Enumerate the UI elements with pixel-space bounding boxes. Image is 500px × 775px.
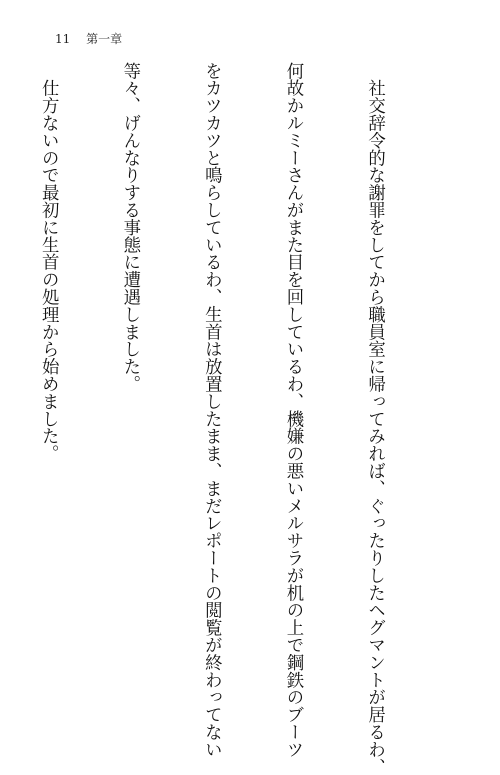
text-line: 何故かルミーさんがまた目を回しているわ、機嫌の悪いメルサラが机の上で鋼鉄のブーツ — [282, 62, 303, 758]
text-line: 仕方ないので最初に生首の処理から始めました。 — [38, 62, 59, 463]
text-line: をカツカツと鳴らしているわ、生首は放置したまま、まだレポートの閲覧が終わってない — [201, 62, 222, 758]
text-line: 等々、げんなりする事態に遭遇しました。 — [119, 62, 140, 393]
page-header — [55, 30, 122, 47]
chapter-title: 第一章 — [86, 32, 123, 46]
text-line: 社交辞令的な謝罪をしてから職員室に帰ってみれば、ぐったりしたヘグマントが居るわ、 — [364, 62, 385, 775]
vertical-body-text — [0, 62, 442, 775]
page-number: 11 — [55, 32, 71, 46]
